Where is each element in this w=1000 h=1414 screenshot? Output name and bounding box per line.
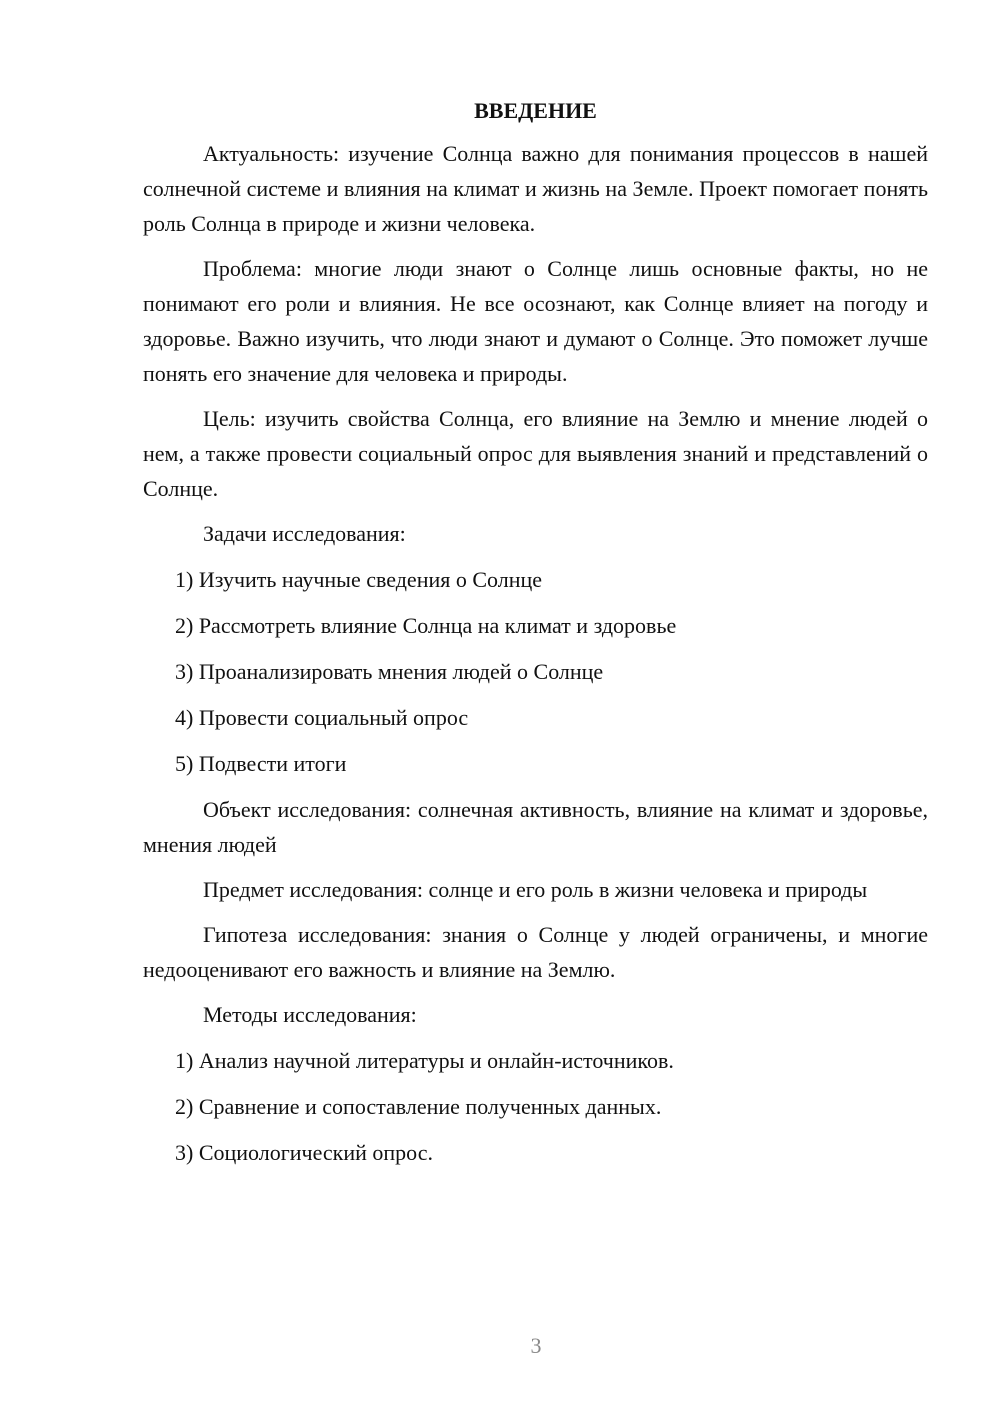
- section-title: ВВЕДЕНИЕ: [474, 98, 597, 123]
- relevance-paragraph: Актуальность: изучение Солнца важно для понимания процессов в нашей солнечной системе и влияния на климат и жизнь на Земле. Проект помогает понять роль Солнца в природе и жизни человека.: [143, 141, 928, 236]
- subject-paragraph: Предмет исследования: солнце и его роль в жизни человека и природы: [203, 877, 868, 902]
- task-item: 1) Изучить научные сведения о Солнце: [175, 567, 543, 592]
- method-item: 1) Анализ научной литературы и онлайн-источников.: [175, 1048, 674, 1073]
- task-item: 3) Проанализировать мнения людей о Солнце: [175, 659, 604, 684]
- method-item: 2) Сравнение и сопоставление полученных данных.: [175, 1094, 662, 1119]
- method-item: 3) Социологический опрос.: [175, 1140, 433, 1165]
- task-item: 5) Подвести итоги: [175, 751, 347, 776]
- methods-heading: Методы исследования:: [203, 1002, 417, 1027]
- task-item: 4) Провести социальный опрос: [175, 705, 469, 730]
- tasks-heading: Задачи исследования:: [203, 521, 406, 546]
- document-page: [143, 96, 928, 1181]
- task-item: 2) Рассмотреть влияние Солнца на климат и здоровье: [175, 613, 677, 638]
- page-number: 3: [530, 1333, 542, 1358]
- problem-paragraph: Проблема: многие люди знают о Солнце лишь основные факты, но не понимают его роли и влияния. Не все осознают, как Солнце влияет на погоду и здоровье. Важно изучить, что люди знают и думают о Солнце. Это поможет лучше понять его значение для человека и природы.: [143, 256, 928, 386]
- hypothesis-paragraph: Гипотеза исследования: знания о Солнце у людей ограничены, и многие недооценивают его важность и влияние на Землю.: [143, 922, 928, 982]
- goal-paragraph: Цель: изучить свойства Солнца, его влияние на Землю и мнение людей о нем, а также провести социальный опрос для выявления знаний и представлений о Солнце.: [143, 406, 928, 501]
- object-paragraph: Объект исследования: солнечная активность, влияние на климат и здоровье, мнения людей: [143, 797, 928, 857]
